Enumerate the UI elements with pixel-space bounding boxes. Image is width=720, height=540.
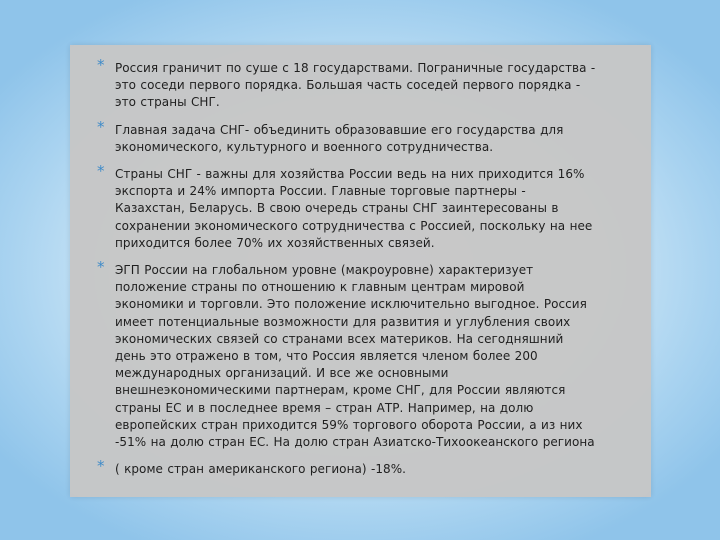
bullet-text: ( кроме стран американского региона) -18%.	[115, 462, 407, 477]
bullet-text: Россия граничит по суше с 18 государствами. Пограничные государства - это соседи первого порядка. Большая часть соседей первого порядка - это страны СНГ.	[115, 61, 596, 110]
bullet-text: ЭГП России на глобальном уровне (макроуровне) характеризует положение страны по отношению к главным центрам мировой экономики и торговли. Это положение исключительно выгодное. Россия имеет потенциальные возможности для развития и углубления своих экономических связей со странами всех материков. На сегодняшний день это отражено в том, что Россия является членом более 200 международных организаций. И все же основными внешнеэкономическими партнерам, кроме СНГ, для России являются страны ЕС и в последнее время – стран АТР. Например, на долю европейских стран приходится 59% торгового оборота России, а из них -51% на долю стран ЕС. На долю стран Азиатско-Тихоокеанского региона	[115, 263, 595, 450]
bullet-item	[97, 162, 597, 252]
asterisk-bullet-icon: *	[97, 162, 105, 181]
bullet-text: Страны СНГ - важны для хозяйства России ведь на них приходится 16% экспорта и 24% импорта России. Главные торговые партнеры - Казахстан, Беларусь. В свою очередь страны СНГ заинтересованы в сохранении экономического сотрудничества с Россией, поскольку на нее приходится более 70% их хозяйственных связей.	[115, 167, 593, 250]
bullet-list	[97, 56, 597, 488]
asterisk-bullet-icon: *	[97, 457, 105, 476]
bullet-item	[97, 457, 597, 478]
asterisk-bullet-icon: *	[97, 56, 105, 74]
bullet-item	[97, 56, 597, 112]
asterisk-bullet-icon: *	[97, 258, 105, 277]
asterisk-bullet-icon: *	[97, 117, 105, 136]
bullet-item	[97, 117, 597, 156]
bullet-item	[97, 258, 597, 451]
bullet-text: Главная задача СНГ- объединить образовавшие его государства для экономического, культурного и военного сотрудничества.	[115, 122, 564, 154]
